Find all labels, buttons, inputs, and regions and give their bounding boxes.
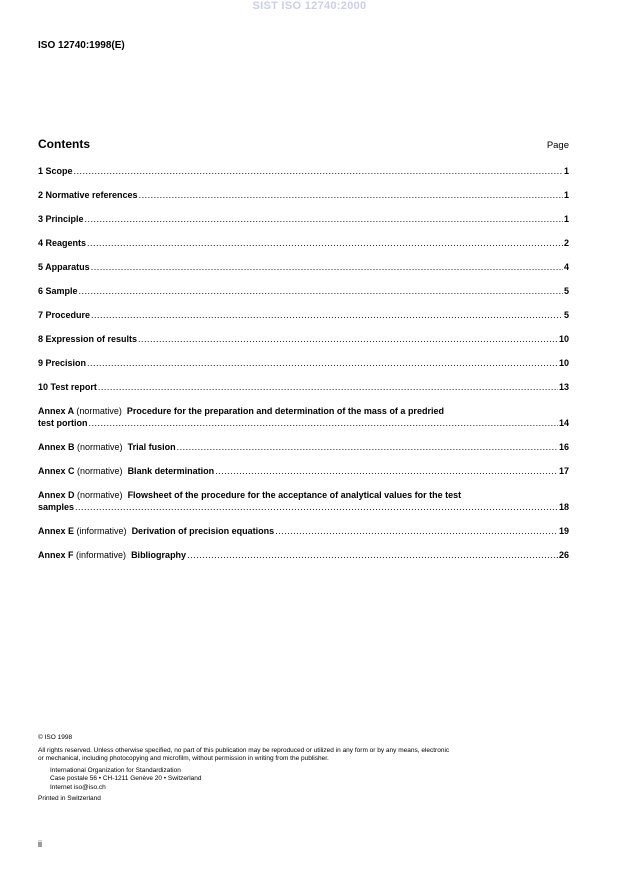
- toc-entry-scope[interactable]: 1 Scope ..... 1: [38, 165, 569, 177]
- toc-entry-test-report[interactable]: 10 Test report ..... 13: [38, 381, 569, 393]
- contents-header: [38, 137, 569, 151]
- organization-address: Case postale 56 • CH-1211 Genève 20 • Switzerland: [50, 775, 202, 782]
- rights-statement-1: All rights reserved. Unless otherwise specified, no part of this publication may be reproduced or utilized in any form or by any means, electronic: [38, 746, 450, 754]
- copyright-line: © ISO 1998: [38, 734, 73, 741]
- rights-statement-2: or mechanical, including photocopying and microfilm, without permission in writing from the publisher.: [38, 755, 329, 762]
- printed-in: Printed in Switzerland: [38, 795, 101, 802]
- toc-entry-annex-a[interactable]: Annex A (normative) Procedure for the preparation and determination of the mass of a predried test portion ..... 14: [38, 405, 569, 429]
- page-number: ii: [38, 839, 42, 849]
- toc-entry-reagents[interactable]: 4 Reagents ..... 2: [38, 237, 569, 249]
- toc-entry-sample[interactable]: 6 Sample ..... 5: [38, 285, 569, 297]
- page-column-label: Page: [546, 140, 569, 151]
- toc-entry-annex-e[interactable]: Annex E (informative) Derivation of precision equations ..... 19: [38, 525, 569, 537]
- toc-entry-principle[interactable]: 3 Principle ..... 1: [38, 213, 569, 225]
- copyright-block: [38, 734, 578, 804]
- organization-name: International Organization for Standardization: [50, 766, 181, 774]
- toc-entry-precision[interactable]: 9 Precision ..... 10: [38, 357, 569, 369]
- toc-entry-annex-c[interactable]: Annex C (normative) Blank determination ..... 17: [38, 465, 569, 477]
- toc-entry-apparatus[interactable]: 5 Apparatus ..... 4: [38, 261, 569, 273]
- organization-internet: Internet iso@iso.ch: [50, 783, 106, 791]
- watermark: SIST ISO 12740:2000: [252, 0, 367, 12]
- document-id: ISO 12740:1998(E): [38, 40, 125, 51]
- toc-entry-annex-f[interactable]: Annex F (informative) Bibliography ..... 26: [38, 549, 569, 561]
- contents-title: Contents: [38, 137, 90, 151]
- toc-entry-expression-of-results[interactable]: 8 Expression of results ..... 10: [38, 333, 569, 345]
- toc-entry-annex-d[interactable]: Annex D (normative) Flowsheet of the procedure for the acceptance of analytical values for the test samples ..... 18: [38, 489, 569, 513]
- toc-entry-normative-references[interactable]: 2 Normative references ..... 1: [38, 189, 569, 201]
- toc-entry-annex-b[interactable]: Annex B (normative) Trial fusion ..... 16: [38, 441, 569, 453]
- toc-entry-procedure[interactable]: 7 Procedure ..... 5: [38, 309, 569, 321]
